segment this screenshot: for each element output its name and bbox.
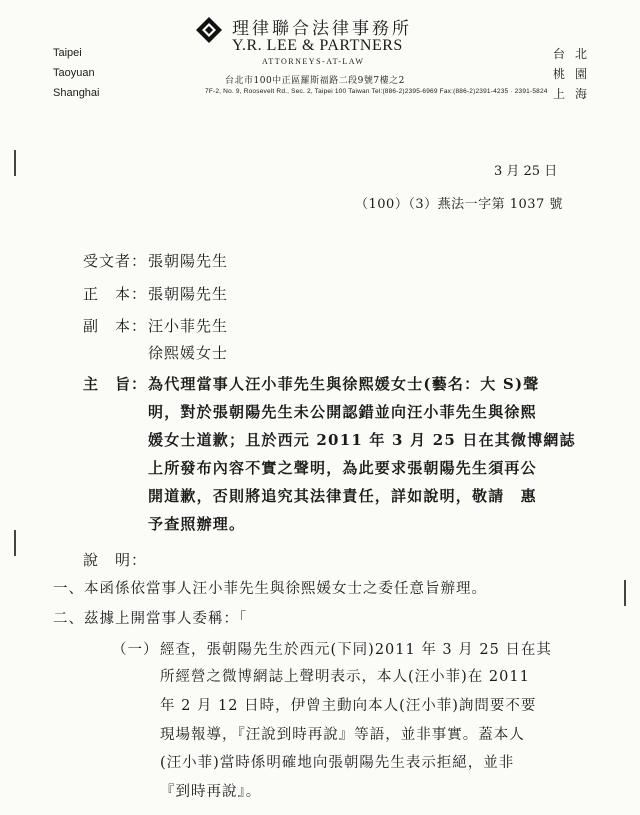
letter-date: 3 月 25 日 — [494, 164, 558, 179]
subject-line: 予查照辦理。 — [148, 515, 246, 533]
sub-item-line: 現場報導，『汪說到時再說』等語，並非事實。蓋本人 — [160, 727, 525, 743]
subject-line: 開道歉，否則將追究其法律責任，詳如說明，敬請 惠 — [148, 487, 537, 505]
address-chinese: 台北市100中正區羅斯福路二段9號7樓之2 — [225, 76, 405, 86]
subject-line: 上所發布內容不實之聲明，為此要求張朝陽先生須再公 — [148, 459, 537, 477]
firm-subtitle: ATTORNEYS-AT-LAW — [262, 57, 365, 66]
margin-mark — [624, 580, 626, 606]
address-english: 7F-2, No. 9, Roosevelt Rd., Sec. 2, Taipei 100 Taiwan Tel:(886-2)2395-6969 Fax:(886-2)2391-4235 · 2391-5824 — [205, 88, 548, 95]
subject-label: 主 旨： — [83, 375, 148, 393]
firm-name-chinese: 理律聯合法律事務所 — [232, 19, 412, 39]
office-shanghai-cn: 上海 — [553, 87, 598, 101]
original-value: 張朝陽先生 — [148, 285, 229, 303]
subject-line: 明，對於張朝陽先生未公開認錯並向汪小菲先生與徐熙 — [148, 403, 537, 421]
sub-item-line: 『到時再說』。 — [160, 784, 262, 800]
explanation-item: 一、本函係依當事人汪小菲先生與徐熙媛女士之委任意旨辦理。 — [53, 581, 487, 597]
sub-item-line: 所經營之微博網誌上聲明表示，本人(汪小菲)在 2011 — [160, 669, 530, 685]
sub-item-label: （一） — [112, 642, 159, 658]
firm-logo-icon — [196, 17, 222, 43]
original-label: 正 本： — [83, 285, 148, 303]
margin-mark — [14, 150, 16, 176]
copy-value: 徐熙媛女士 — [148, 344, 229, 362]
margin-mark — [14, 530, 16, 556]
sub-item-line: (汪小菲)當時係明確地向張朝陽先生表示拒絕，並非 — [160, 755, 515, 771]
copy-label: 副 本： — [83, 317, 148, 335]
document-number: （100）（3）燕法一字第 1037 號 — [355, 197, 563, 212]
sub-item-line: 經查，張朝陽先生於西元(下同)2011 年 3 月 25 日在其 — [160, 642, 552, 658]
to-value: 張朝陽先生 — [148, 252, 229, 270]
office-taipei: Taipei — [53, 47, 82, 59]
explanation-label: 說 明： — [83, 551, 148, 569]
office-taoyuan-cn: 桃園 — [553, 67, 598, 81]
subject-line: 為代理當事人汪小菲先生與徐熙媛女士(藝名：大 S)聲 — [148, 375, 540, 393]
sub-item-line: 年 2 月 12 日時，伊曾主動向本人(汪小菲)詢問要不要 — [160, 698, 537, 714]
office-shanghai: Shanghai — [53, 87, 100, 99]
office-taoyuan: Taoyuan — [53, 67, 95, 79]
to-label: 受文者： — [83, 252, 148, 270]
office-taipei-cn: 台北 — [553, 47, 598, 61]
explanation-item: 二、茲據上開當事人委稱：「 — [53, 611, 248, 627]
copy-value: 汪小菲先生 — [148, 317, 229, 335]
firm-name-english: Y.R. LEE & PARTNERS — [232, 37, 403, 54]
subject-line: 媛女士道歉；且於西元 2011 年 3 月 25 日在其微博網誌 — [148, 431, 576, 449]
